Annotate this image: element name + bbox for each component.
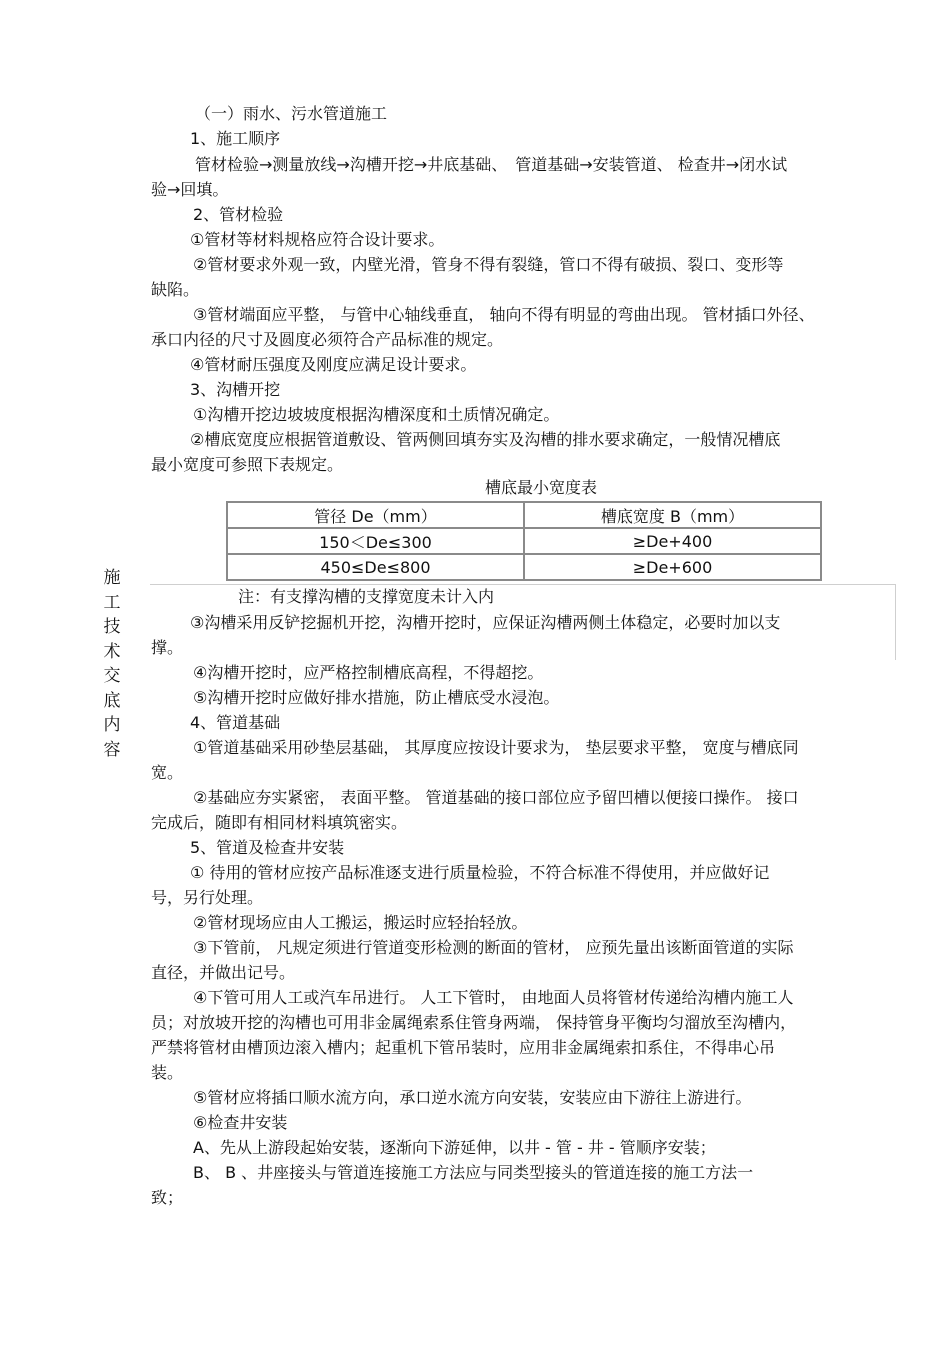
text-line: ②管材现场应由人工搬运，搬运时应轻抬轻放。 [193, 913, 528, 932]
subheading: 2、管材检验 [193, 205, 284, 224]
text-line: B、 B 、井座接头与管道连接施工方法应与同类型接头的管道连接的施工方法一 [193, 1163, 754, 1182]
table-header-cell: 管径 De（mm） [227, 502, 524, 528]
text-line: 管材检验→测量放线→沟槽开挖→井底基础、 管道基础→安装管道、 检查井→闭水试 [195, 155, 788, 174]
text-line: 装。 [151, 1063, 184, 1082]
table-caption: 槽底最小宽度表 [484, 478, 597, 497]
side-label-char: 底 [103, 690, 121, 711]
text-line: 最小宽度可参照下表规定。 [151, 455, 344, 474]
text-line: ②管材要求外观一致，内壁光滑，管身不得有裂缝，管口不得有破损、裂口、变形等 [193, 255, 784, 274]
text-line: ④沟槽开挖时，应严格控制槽底高程，不得超挖。 [193, 663, 544, 682]
min-width-table [226, 501, 822, 581]
text-line: ⑥检查井安装 [193, 1113, 288, 1132]
side-label [101, 566, 123, 762]
table-cell: 150＜De≤300 [227, 528, 524, 554]
side-label-char: 技 [103, 617, 121, 637]
text-line: 验→回填。 [151, 180, 229, 199]
table-cell: ≥De+400 [524, 528, 821, 554]
text-line: 直径，并做出记号。 [151, 963, 296, 982]
subheading: 1、施工顺序 [190, 129, 281, 148]
side-label-char: 内 [103, 715, 121, 735]
table-row [227, 554, 821, 580]
side-label-char: 施 [103, 568, 121, 588]
section-heading: （一）雨水、污水管道施工 [195, 104, 388, 123]
table-header-cell: 槽底宽度 B（mm） [524, 502, 821, 528]
table-note: 注：有支撑沟槽的支撑宽度未计入内 [238, 587, 495, 606]
side-label-char: 工 [103, 592, 121, 613]
text-line: ①沟槽开挖边坡坡度根据沟槽深度和土质情况确定。 [193, 405, 560, 424]
text-line: ①管道基础采用砂垫层基础， 其厚度应按设计要求为， 垫层要求平整， 宽度与槽底同 [193, 738, 799, 757]
text-line: ① 待用的管材应按产品标准逐支进行质量检验，不符合标准不得使用，并应做好记 [190, 863, 770, 882]
text-line: 完成后，随即有相同材料填筑密实。 [151, 813, 408, 832]
side-label-char: 术 [103, 641, 121, 662]
subheading: 5、管道及检查井安装 [190, 838, 345, 857]
text-line: 员；对放坡开挖的沟槽也可用非金属绳索系住管身两端， 保持管身平衡均匀溜放至沟槽内， [151, 1013, 797, 1032]
text-line: ②基础应夯实紧密， 表面平整。 管道基础的接口部位应予留凹槽以便接口操作。 接口 [193, 788, 799, 807]
subheading: 3、沟槽开挖 [190, 380, 281, 399]
text-line: ③沟槽采用反铲挖掘机开挖，沟槽开挖时，应保证沟槽两侧土体稳定，必要时加以支 [190, 613, 781, 632]
subheading: 4、管道基础 [190, 713, 281, 732]
text-line: ⑤沟槽开挖时应做好排水措施，防止槽底受水浸泡。 [193, 688, 560, 707]
text-line: ④管材耐压强度及刚度应满足设计要求。 [190, 355, 477, 374]
text-line: ③下管前， 凡规定须进行管道变形检测的断面的管材， 应预先量出该断面管道的实际 [193, 938, 794, 957]
table-cell: 450≤De≤800 [227, 554, 524, 580]
text-line: 撑。 [151, 638, 184, 657]
table-cell: ≥De+600 [524, 554, 821, 580]
text-line: 严禁将管材由槽顶边滚入槽内；起重机下管吊装时，应用非金属绳索扣系住，不得串心吊 [151, 1038, 776, 1057]
text-line: 缺陷。 [151, 280, 200, 299]
text-line: ④下管可用人工或汽车吊进行。 人工下管时， 由地面人员将管材传递给沟槽内施工人 [193, 988, 794, 1007]
text-line: ②槽底宽度应根据管道敷设、管两侧回填夯实及沟槽的排水要求确定，一般情况槽底 [190, 430, 781, 449]
text-line: A、先从上游段起始安装，逐渐向下游延伸，以井 - 管 - 井 - 管顺序安装； [193, 1138, 716, 1157]
text-line: 承口内径的尺寸及圆度必须符合产品标准的规定。 [151, 330, 504, 349]
side-label-char: 容 [103, 739, 121, 760]
text-line: 宽。 [151, 763, 184, 782]
text-line: ⑤管材应将插口顺水流方向，承口逆水流方向安装，安装应由下游往上游进行。 [193, 1088, 752, 1107]
side-label-char: 交 [103, 666, 121, 686]
table-row [227, 528, 821, 554]
text-line: ③管材端面应平整， 与管中心轴线垂直， 轴向不得有明显的弯曲出现。 管材插口外径、 [193, 305, 815, 324]
text-line: 致； [151, 1188, 184, 1207]
text-line: 号，另行处理。 [151, 888, 264, 907]
table-header-row [227, 502, 821, 528]
frame-divider [150, 584, 896, 585]
text-line: ①管材等材料规格应符合设计要求。 [190, 230, 445, 249]
frame-divider [895, 584, 896, 660]
